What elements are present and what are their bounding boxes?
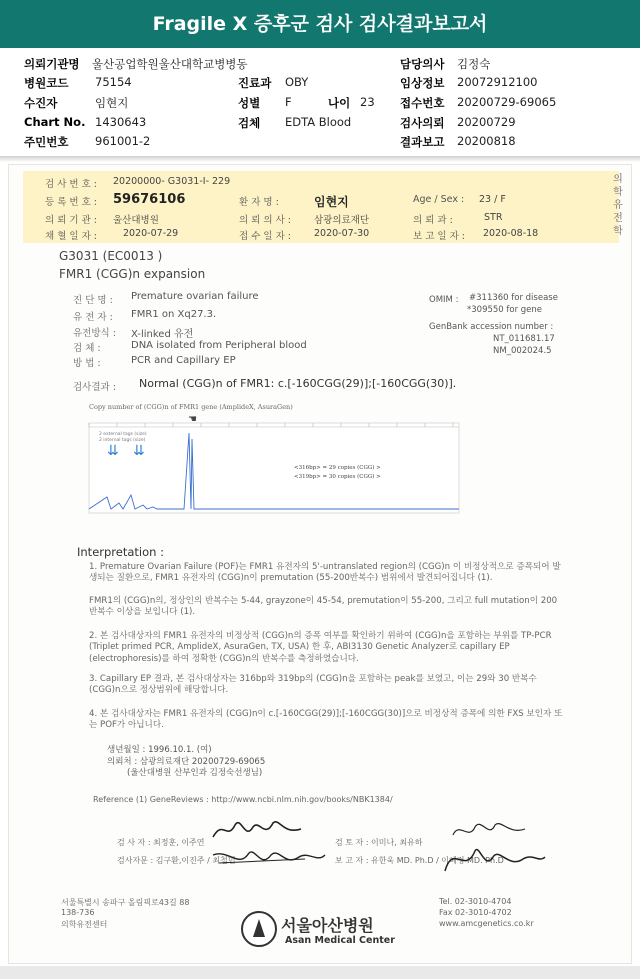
- arrow-down-icon-1: ⇊: [107, 443, 119, 459]
- interpretation-para-2: 2. 본 검사대상자의 FMR1 유전자의 비정상적 (CGG)n의 증폭 여부를 확인하기 위하여 (CGG)n을 포함하는 부위를 TP-PCR (Triplet primed PCR, AmplideX, AsuraGen, TX, USA) 한 후, ABI3130 Genetic Analyzer로 capillary EP (electrophoresis)를 하여 정확한 (CGG)n의 반복수를 측정하였습니다.: [89, 631, 552, 664]
- req-inst-label: 의 뢰 기 관 :: [45, 215, 97, 226]
- collect-date: 2020-07-29: [123, 228, 179, 239]
- website: www.amcgenetics.co.kr: [439, 919, 534, 928]
- footer-strip: [0, 966, 640, 979]
- scanned-report: [8, 164, 632, 964]
- collect-date-label: 채 혈 일 자 :: [45, 231, 97, 242]
- reference: Reference (1) GeneReviews : http://www.ncbi.nlm.nih.gov/books/NBK1384/: [93, 795, 393, 804]
- req-doctor-label: 의 뢰 의 사 :: [239, 215, 291, 226]
- report-date-label: 결과보고: [400, 135, 445, 149]
- test-code: G3031 (EC0013 ): [59, 249, 163, 263]
- address-3: 의학유전센터: [61, 920, 108, 929]
- department: OBY: [285, 75, 309, 89]
- ordering-institution: 울산공업학원울산대학교병병동: [92, 57, 248, 71]
- fax: Fax 02-3010-4702: [439, 908, 512, 917]
- peak-annotation-1: <316bp> = 29 copies (CGG) >: [294, 465, 381, 471]
- side-label: 의학유전학: [613, 174, 623, 237]
- hospital-code: 75154: [95, 75, 132, 89]
- clinical-info: 20072912100: [457, 75, 538, 89]
- interpretation-para-3: 3. Capillary EP 결과, 본 검사대상자는 316bp와 319bp의 (CGG)n을 포함하는 peak를 보였고, 이는 29와 30 반복수 (CGG)n으로 정상범위에 해당합니다.: [89, 674, 537, 696]
- hospital-name-kr: 서울아산병원: [281, 916, 374, 935]
- resident-no-label: 주민번호: [24, 135, 69, 149]
- receipt-no-label: 접수번호: [400, 96, 445, 110]
- marker-hand-icon: ☚: [188, 414, 197, 425]
- specimen-label: 검체: [238, 116, 261, 130]
- method-label: 방 법 :: [73, 358, 101, 369]
- resident-no: 961001-2: [95, 134, 151, 148]
- genbank-1: NT_011681.17: [493, 334, 555, 344]
- exam-no: 20200000- G3031-I- 229: [113, 176, 231, 187]
- inheritance: X-linked 유전: [131, 329, 194, 340]
- reviewer-label: 검 토 자 : 이미나, 최유하: [335, 838, 423, 847]
- method: PCR and Capillary EP: [131, 355, 236, 366]
- exam-no-label: 검 사 번 호 :: [45, 179, 97, 190]
- genbank-2: NM_002024.5: [493, 346, 552, 356]
- specimen: EDTA Blood: [285, 115, 352, 129]
- address-2: 138-736: [61, 908, 95, 917]
- note-birth: 생년월일 : 1996.10.1. (여): [107, 745, 212, 755]
- specimen2: DNA isolated from Peripheral blood: [131, 340, 307, 351]
- age-label: 나이: [328, 96, 351, 110]
- omim-disease: #311360 for disease: [469, 293, 558, 303]
- interpretation-para-1b: FMR1의 (CGG)n의, 정상인의 반복수는 5-44, grayzone이 45-54, premutation이 55-200, 그리고 full mutation이 200반복수 이상을 보입니다 (1).: [89, 596, 558, 618]
- diagnosis: Premature ovarian failure: [131, 291, 259, 302]
- clinical-info-label: 임상정보: [400, 76, 445, 90]
- department-label: 진료과: [238, 76, 272, 90]
- gene: FMR1 on Xq27.3.: [131, 309, 217, 320]
- interpretation-para-4: 4. 본 검사대상자는 FMR1 유전자의 (CGG)n이 c.[-160CGG(29)];[-160CGG(30)]으로 비정상적 증폭에 의한 FXS 보인자 또는 POF가 아닙니다.: [89, 709, 563, 731]
- result: Normal (CGG)n of FMR1: c.[-160CGG(29)];[-160CGG(30)].: [139, 377, 457, 390]
- gene-label: 유 전 자 :: [73, 312, 113, 323]
- result-label: 검사결과 :: [73, 382, 116, 393]
- arrow-down-icon-2: ⇊: [133, 443, 145, 459]
- req-dept: STR: [484, 212, 503, 223]
- report-date-2: 2020-08-18: [483, 228, 539, 239]
- hospital-code-label: 병원코드: [24, 76, 69, 90]
- receipt-no: 20200729-69065: [457, 95, 557, 109]
- inheritance-label: 유전방식 :: [73, 328, 116, 339]
- sex: F: [285, 95, 292, 109]
- physician: 김정숙: [457, 57, 491, 71]
- sex-label: 성별: [238, 96, 261, 110]
- patient-name: 임현지: [314, 195, 349, 209]
- report-meta: [0, 52, 640, 154]
- reg-no: 59676106: [113, 192, 186, 207]
- responsible-label: 검사자문 : 김구환,이진주 / 최철민: [117, 856, 236, 865]
- signature-tester: [209, 815, 309, 845]
- req-inst: 울산대병원: [113, 215, 159, 226]
- chart-title: Copy number of (CGG)n of FMR1 gene (AmplideX, AsuraGen): [89, 403, 293, 411]
- receive-date-label: 접 수 일 자 :: [239, 231, 291, 242]
- examinee-label: 수진자: [24, 96, 58, 110]
- ordering-institution-label: 의뢰기관명: [24, 57, 80, 71]
- chart-legend-1: 2 external tags (size): [99, 432, 147, 437]
- hospital-logo-icon: [241, 911, 277, 947]
- electropherogram: [49, 403, 461, 515]
- note-dept: (울산대병원 산부인과 김정숙선생님): [127, 768, 263, 778]
- receive-date: 2020-07-30: [314, 228, 370, 239]
- diagnosis-label: 진 단 명 :: [73, 295, 113, 306]
- request-date: 20200729: [457, 115, 516, 129]
- omim-gene: *309550 for gene: [467, 305, 543, 315]
- reg-no-label: 등 록 번 호 :: [45, 197, 97, 208]
- request-date-label: 검사의뢰: [400, 116, 445, 130]
- specimen2-label: 검 체 :: [73, 343, 101, 354]
- tester-label: 검 사 자 : 최정훈, 이주연: [117, 838, 205, 847]
- hospital-name-en: Asan Medical Center: [285, 935, 395, 946]
- report-date: 20200818: [457, 134, 516, 148]
- req-dept-label: 의 뢰 과 :: [413, 215, 453, 226]
- divider: [0, 156, 640, 162]
- interpretation-para-1a: 1. Premature Ovarian Failure (POF)는 FMR1 유전자의 5'-untranslated region의 (CGG)n 이 비정상적으로 증폭되어 발생되는 질환으로, FMR1 유전자의 (CGG)n이 premutation (55-200반복수) 범위에서 발견되어집니다 (1).: [89, 562, 561, 584]
- signature-responsible: [209, 845, 329, 873]
- age-sex-label: Age / Sex :: [413, 194, 465, 205]
- chart-no: 1430643: [95, 115, 147, 129]
- test-name: FMR1 (CGG)n expansion: [59, 267, 206, 281]
- chart-legend-2: 2 internal tags (size): [99, 438, 146, 443]
- report-date-label-2: 보 고 일 자 :: [413, 231, 465, 242]
- report-title: Fragile X 증후군 검사 검사결과보고서: [0, 0, 640, 48]
- examinee: 임현지: [95, 96, 129, 110]
- omim-label: OMIM :: [429, 295, 459, 305]
- peak-annotation-2: <319bp> = 30 copies (CGG) >: [294, 474, 381, 480]
- note-inst: 의뢰처 : 삼광의료재단 20200729-69065: [107, 757, 266, 767]
- reporter-label: 보 고 자 : 유한욱 MD. Ph.D / 이혜정 MD. Ph.D: [335, 856, 504, 865]
- address-1: 서울특별시 송파구 올림픽로43길 88: [61, 898, 190, 907]
- patient-name-label: 환 자 명 :: [239, 197, 279, 208]
- req-doctor: 삼광의료재단: [314, 215, 370, 226]
- signature-reporter: [439, 841, 549, 877]
- chart-no-label: Chart No.: [24, 115, 86, 129]
- age-sex: 23 / F: [479, 194, 506, 205]
- interpretation-heading: Interpretation :: [77, 545, 164, 559]
- physician-label: 담당의사: [400, 57, 445, 71]
- tel: Tel. 02-3010-4704: [439, 897, 512, 906]
- age: 23: [360, 95, 375, 109]
- genbank-label: GenBank accession number :: [429, 322, 554, 332]
